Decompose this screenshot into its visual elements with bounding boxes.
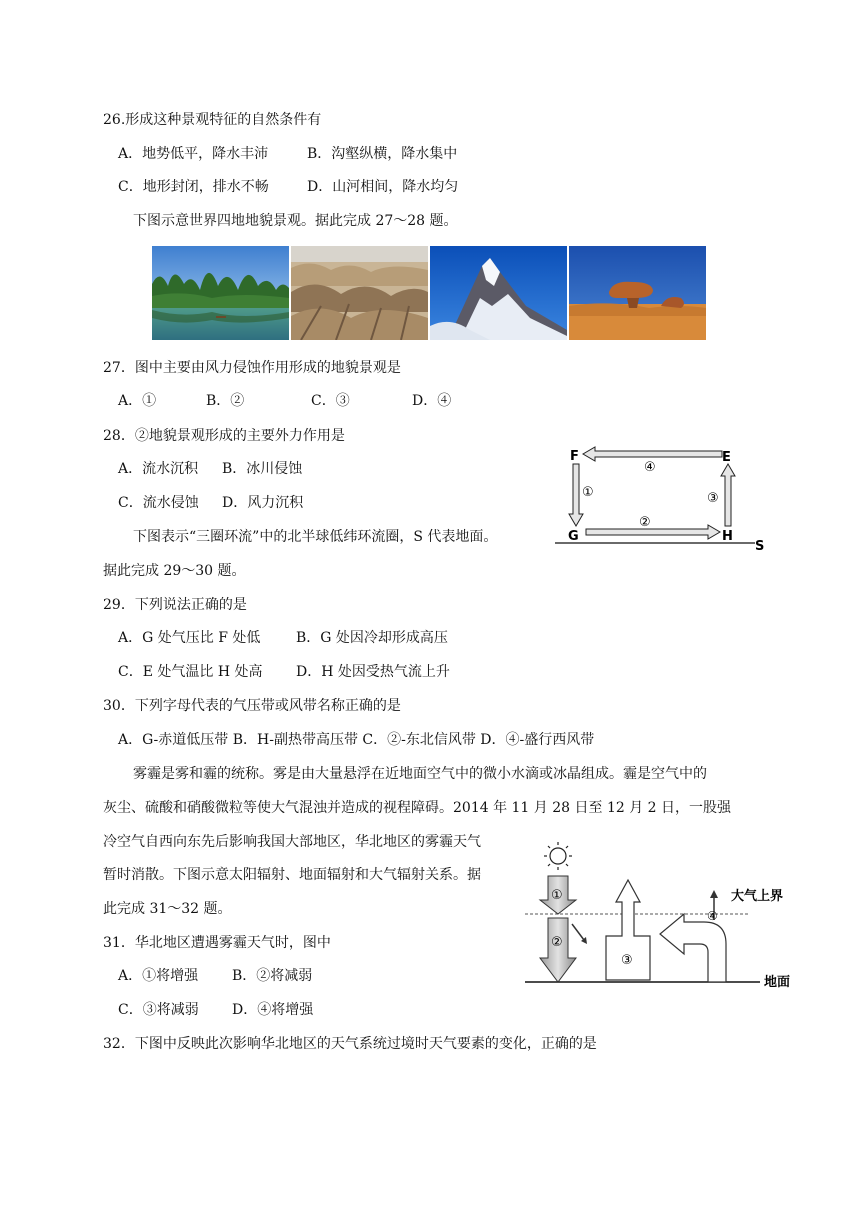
label-top-of-atmosphere: 大气上界	[731, 889, 784, 904]
q29-option-b: B．G 处因冷却形成高压	[296, 630, 448, 646]
q29-stem: 29．下列说法正确的是	[103, 597, 247, 613]
label-f: F	[570, 449, 579, 464]
passage-line5: 此完成 31～32 题。	[103, 901, 232, 917]
intro-29-30-line1: 下图表示“三圈环流”中的北半球低纬环流圈，S 代表地面。	[133, 529, 498, 545]
passage-line1: 雾霾是雾和霾的统称。雾是由大量悬浮在近地面空气中的微小水滴或冰晶组成。霾是空气中的	[133, 766, 707, 782]
q26-stem: 26.形成这种景观特征的自然条件有	[103, 112, 322, 128]
q27-option-c: C．③	[311, 393, 350, 409]
label-s: S	[755, 539, 765, 554]
q28-option-c: C．流水侵蚀	[118, 495, 199, 511]
passage-line4: 暂时消散。下图示意太阳辐射、地面辐射和大气辐射关系。据	[103, 867, 481, 883]
passage-line3: 冷空气自西向东先后影响我国大部地区，华北地区的雾霾天气	[103, 834, 481, 850]
q27-option-a: A．①	[118, 393, 157, 409]
q30-stem: 30．下列字母代表的气压带或风带名称正确的是	[103, 698, 401, 714]
q27-stem: 27．图中主要由风力侵蚀作用形成的地貌景观是	[103, 360, 401, 376]
q27-option-b: B．②	[206, 393, 245, 409]
passage-line2: 灰尘、硫酸和硝酸微粒等使大气混浊并造成的视程障碍。2014 年 11 月 28 日至 12 月 2 日，一股强	[103, 800, 732, 816]
reflect-arrow	[572, 924, 584, 940]
label-e: E	[722, 450, 731, 465]
q29-option-a: A．G 处气压比 F 处低	[118, 630, 261, 646]
arrow-4-curved	[660, 914, 726, 982]
q26-option-d: D．山河相间，降水均匀	[307, 179, 459, 195]
intro-29-30-line2: 据此完成 29～30 题。	[103, 563, 246, 579]
q28-option-b: B．冰川侵蚀	[222, 461, 303, 477]
q29-option-d: D．H 处因受热气流上升	[296, 664, 450, 680]
desert-rock-photo	[569, 246, 706, 340]
label-h: H	[722, 529, 733, 544]
label-g: G	[568, 529, 579, 544]
glacial-peak-photo	[430, 246, 567, 340]
q31-option-a: A．①将增强	[118, 968, 199, 984]
q29-option-c: C．E 处气温比 H 处高	[118, 664, 263, 680]
arrow-label-1: ①	[582, 485, 594, 500]
q26-option-c: C．地形封闭，排水不畅	[118, 179, 269, 195]
q31-option-d: D．④将增强	[232, 1002, 314, 1018]
q28-stem: 28．②地貌景观形成的主要外力作用是	[103, 428, 345, 444]
q26-option-b: B．沟壑纵横，降水集中	[307, 146, 458, 162]
arrow-label-2: ②	[639, 515, 651, 530]
arrow-label-3: ③	[707, 491, 719, 506]
arrow-2	[540, 918, 576, 982]
arrow-label-2: ②	[551, 935, 563, 950]
q30-options: A．G-赤道低压带 B．H-副热带高压带 C．②-东北信风带 D．④-盛行西风带	[118, 732, 595, 748]
intro-27-28: 下图示意世界四地地貌景观。据此完成 27～28 题。	[133, 213, 458, 229]
loess-gully-photo	[291, 246, 428, 340]
q27-option-d: D．④	[412, 393, 452, 409]
arrow-label-1: ①	[551, 888, 563, 903]
arrow-label-4: ④	[644, 460, 656, 475]
q32-stem: 32．下图中反映此次影响华北地区的天气系统过境时天气要素的变化，正确的是	[103, 1036, 597, 1052]
karst-river-photo	[152, 246, 289, 340]
q26-option-a: A．地势低平，降水丰沛	[118, 146, 269, 162]
arrow-label-3: ③	[621, 953, 633, 968]
sun-icon	[544, 842, 572, 870]
radiation-diagram	[520, 840, 800, 990]
q31-stem: 31．华北地区遭遇雾霾天气时，图中	[103, 935, 331, 951]
q28-option-a: A．流水沉积	[118, 461, 199, 477]
circulation-diagram	[550, 440, 780, 555]
label-ground: 地面	[764, 975, 791, 990]
arrow-label-4: ④	[707, 909, 718, 923]
q28-option-d: D．风力沉积	[222, 495, 304, 511]
q31-option-b: B．②将减弱	[232, 968, 313, 984]
q31-option-c: C．③将减弱	[118, 1002, 199, 1018]
